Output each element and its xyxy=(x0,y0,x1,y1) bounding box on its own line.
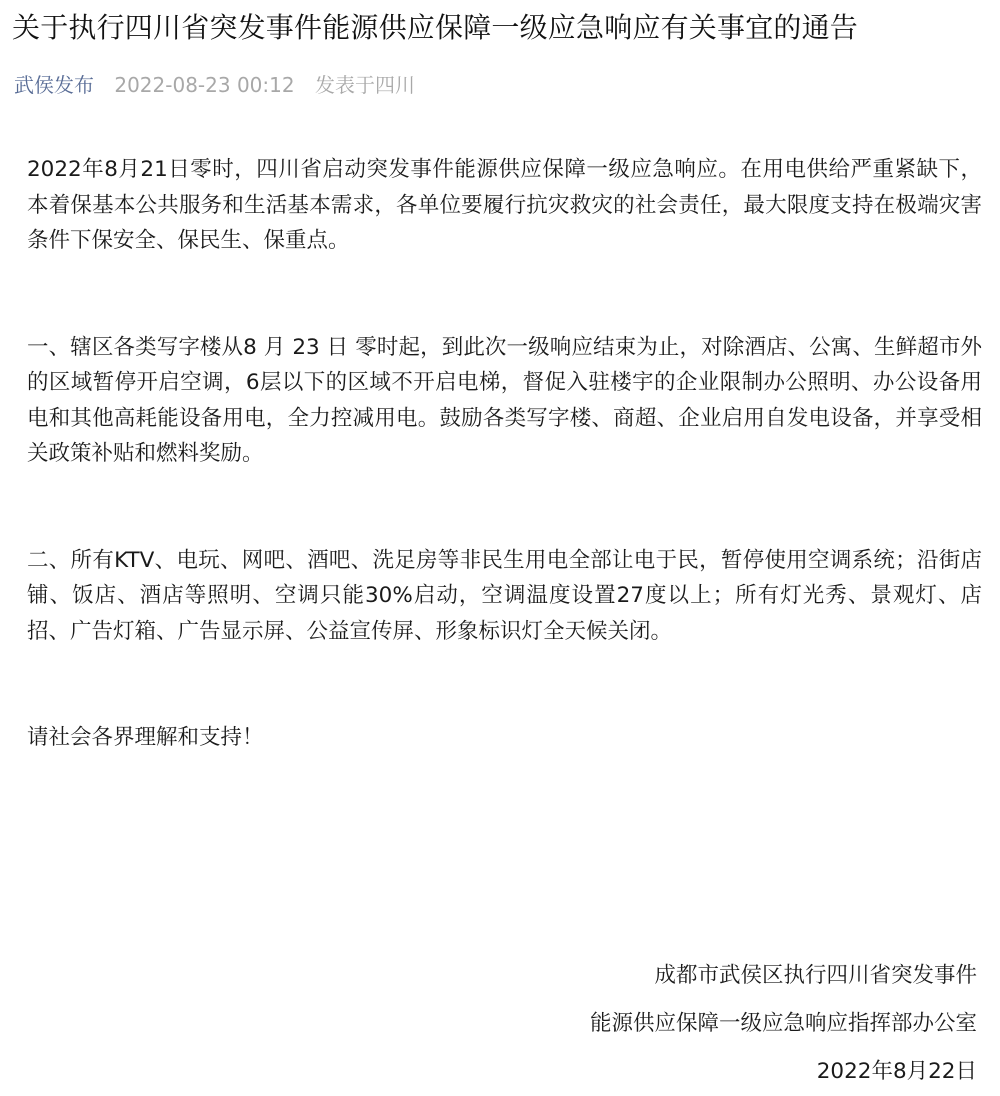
paragraph-item-1: 一、辖区各类写字楼从8 月 23 日 零时起，到此次一级响应结束为止，对除酒店、公寓、生鲜超市外的区域暂停开启空调，6层以下的区域不开启电梯，督促入驻楼宇的企业限制办公照明、办公设备用电和其他高耗能设备用电，全力控减用电。鼓励各类写字楼、商超、企业启用自发电设备，并享受相关政策补贴和燃料奖励。 xyxy=(27,334,982,466)
article-body xyxy=(27,152,982,756)
article-title: 关于执行四川省突发事件能源供应保障一级应急响应有关事宜的通告 xyxy=(12,11,859,44)
author-link[interactable]: 武侯发布 xyxy=(14,73,94,97)
closing-line: 请社会各界理解和支持！ xyxy=(27,725,264,750)
publish-location: 发表于四川 xyxy=(314,73,415,97)
paragraph-item-2: 二、所有KTV、电玩、网吧、酒吧、洗足房等非民生用电全部让电于民，暂停使用空调系统；沿街店铺、饭店、酒店等照明、空调只能30%启动，空调温度设置27度以上；所有灯光秀、景观灯、店招、广告灯箱、广告显示屏、公益宣传屏、形象标识灯全天候关闭。 xyxy=(27,547,982,644)
article-meta xyxy=(14,70,415,100)
publish-time: 2022-08-23 00:12 xyxy=(114,73,295,97)
signature-date: 2022年8月22日 xyxy=(816,1059,977,1084)
signature-block xyxy=(590,952,977,1096)
signature-line-2: 能源供应保障一级应急响应指挥部办公室 xyxy=(589,1011,977,1036)
paragraph-intro: 2022年8月21日零时，四川省启动突发事件能源供应保障一级应急响应。在用电供给严重紧缺下，本着保基本公共服务和生活基本需求，各单位要履行抗灾救灾的社会责任，最大限度支持在极端灾害条件下保安全、保民生、保重点。 xyxy=(27,157,982,253)
signature-line-1: 成都市武侯区执行四川省突发事件 xyxy=(654,963,977,988)
